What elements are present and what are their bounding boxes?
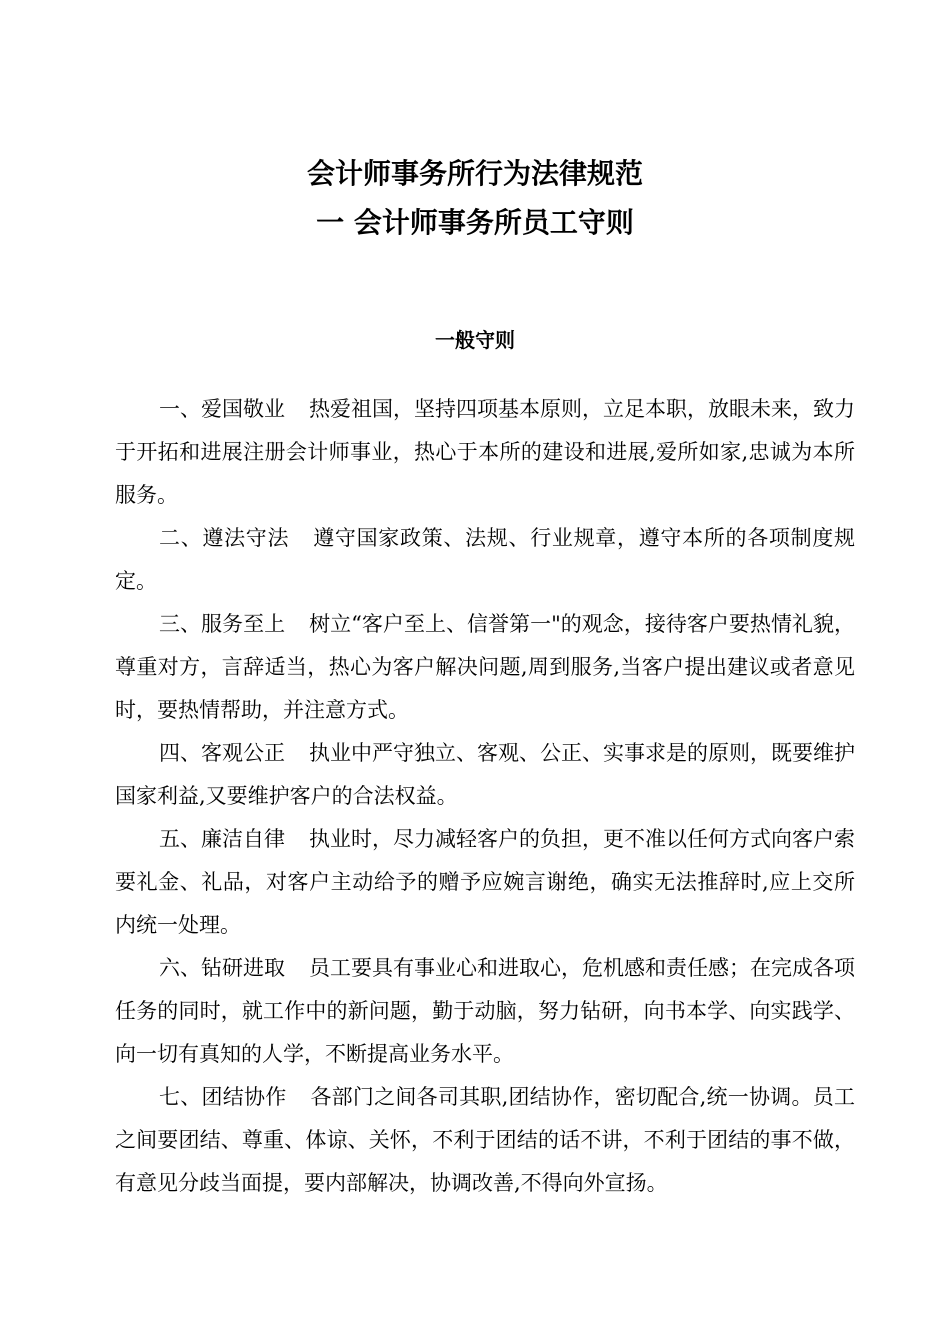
section-heading: 一般守则 — [435, 328, 515, 352]
rule-heading: 五、廉洁自律 — [159, 827, 285, 851]
rule-heading: 四、客观公正 — [159, 741, 285, 765]
rule-paragraph — [115, 1076, 855, 1205]
rule-heading: 六、钻研进取 — [159, 956, 285, 980]
rule-text: 树立“客户至上、信誉第一"的观念，接待客户要热情礼貌，尊重对方，言辞适当，热心为客户解决问题,周到服务,当客户提出建议或者意见时，要热情帮助，并注意方式。 — [115, 612, 856, 722]
rule-heading: 三、服务至上 — [159, 612, 286, 636]
rule-paragraph — [115, 732, 855, 818]
rule-heading: 二、遵法守法 — [159, 526, 290, 550]
rule-text: 各部门之间各司其职,团结协作，密切配合,统一协调。员工之间要团结、尊重、体谅、关怀，不利于团结的话不讲，不利于团结的事不做，有意见分歧当面提，要内部解决，协调改善,不得向外宣扬。 — [115, 1085, 855, 1195]
document-title: 会计师事务所行为法律规范 — [306, 157, 643, 190]
rule-text: 遵守国家政策、法规、行业规章，遵守本所的各项制度规定。 — [115, 526, 856, 593]
rule-paragraph — [115, 818, 855, 947]
rule-text: 热爱祖国，坚持四项基本原则，立足本职，放眼未来，致力于开拓和进展注册会计师事业，热心于本所的建设和进展,爱所如家,忠诚为本所服务。 — [115, 397, 855, 507]
rule-text: 执业时，尽力减轻客户的负担，更不准以任何方式向客户索要礼金、礼品，对客户主动给予的赠予应婉言谢绝，确实无法推辞时,应上交所内统一处理。 — [115, 827, 855, 937]
rule-heading: 七、团结协作 — [159, 1085, 287, 1109]
rule-paragraph — [115, 517, 855, 603]
document-subtitle: 一 会计师事务所员工守则 — [316, 206, 634, 239]
rule-paragraph — [115, 947, 855, 1076]
rules-body — [115, 388, 855, 1205]
rule-text: 执业中严守独立、客观、公正、实事求是的原则，既要维护国家利益,又要维护客户的合法权益。 — [115, 741, 855, 808]
rule-heading: 一、爱国敬业 — [159, 397, 285, 421]
rule-paragraph — [115, 603, 855, 732]
rule-text: 员工要具有事业心和进取心，危机感和责任感；在完成各项任务的同时，就工作中的新问题，勤于动脑，努力钻研，向书本学、向实践学、向一切有真知的人学，不断提高业务水平。 — [115, 956, 855, 1066]
rule-paragraph — [115, 388, 855, 517]
